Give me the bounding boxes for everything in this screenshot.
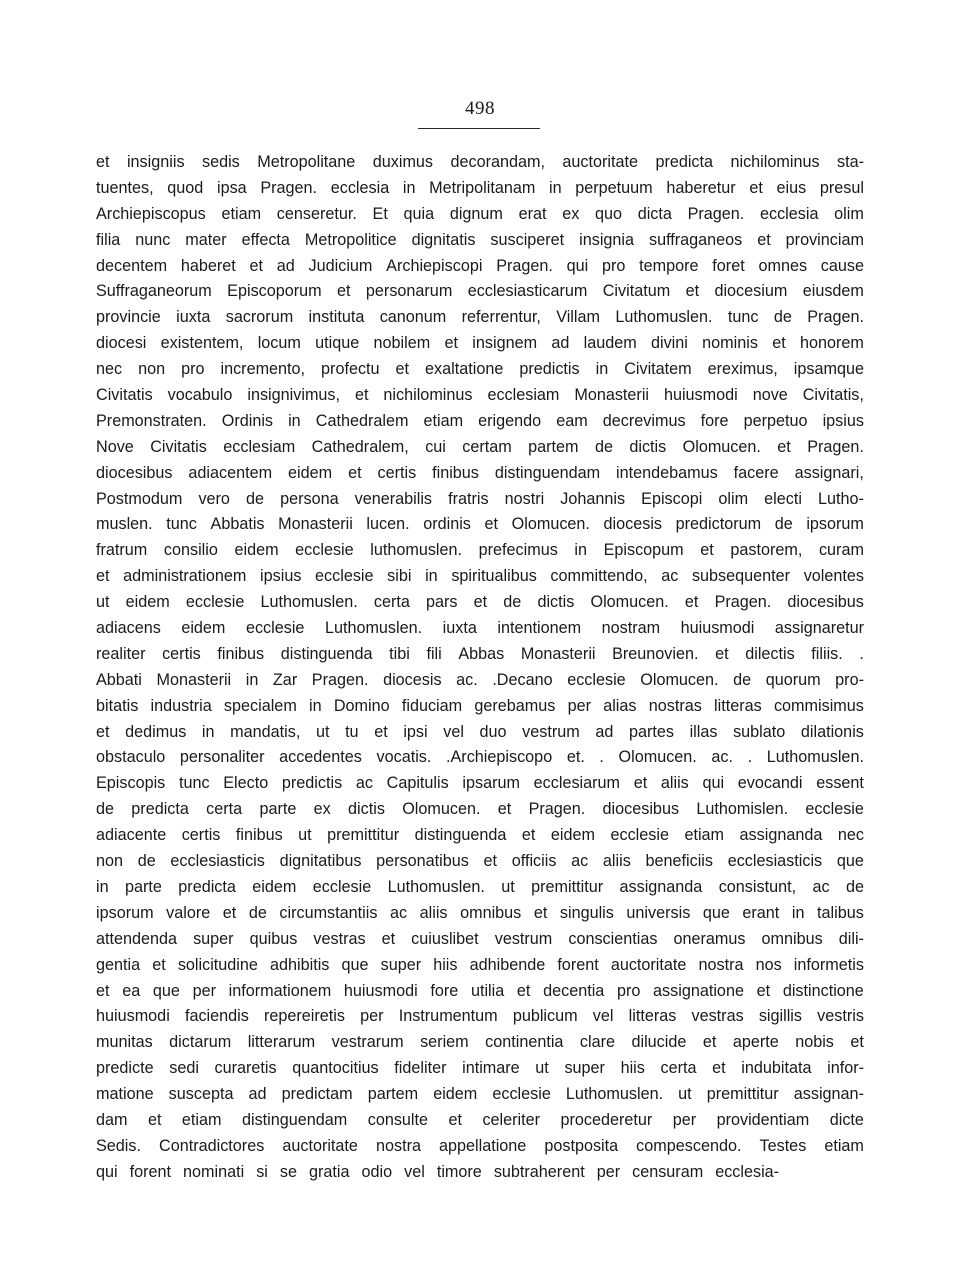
body-text <box>96 150 864 1186</box>
text-line: predicte sedi curaretis quantocitius fideliter intimare ut super hiis certa et indubitata infor- <box>96 1059 864 1078</box>
text-line: qui forent nominati si se gratia odio vel timore subtraherent per censuram ecclesia- <box>96 1162 780 1181</box>
text-line: adiacens eidem ecclesie Luthomuslen. iuxta intentionem nostram huiusmodi assignaretur <box>96 619 864 638</box>
text-line: et ea que per informationem huiusmodi fore utilia et decentia pro assignatione et distinctione <box>96 981 864 1000</box>
text-line: Suffraganeorum Episcoporum et personarum ecclesiasticarum Civitatum et diocesium eiusdem <box>96 282 864 301</box>
text-line: et insigniis sedis Metropolitane duximus decorandam, auctoritate predicta nichilominus sta- <box>96 153 864 171</box>
text-line: Abbati Monasterii in Zar Pragen. diocesis ac. .Decano ecclesie Olomucen. de quorum pro- <box>96 670 864 689</box>
text-line: Sedis. Contradictores auctoritate nostra appellatione postposita compescendo. Testes etiam <box>96 1136 864 1155</box>
text-line: nec non pro incremento, profectu et exaltatione predictis in Civitatem ereximus, ipsamque <box>96 360 864 379</box>
text-line: Premonstraten. Ordinis in Cathedralem etiam erigendo eam decrevimus fore perpetuo ipsius <box>96 411 864 430</box>
text-line: fratrum consilio eidem ecclesie luthomuslen. prefecimus in Episcopum et pastorem, curam <box>96 541 864 560</box>
text-line: et dedimus in mandatis, ut tu et ipsi vel duo vestrum ad partes illas sublato dilationis <box>96 722 864 741</box>
text-line: de predicta certa parte ex dictis Olomucen. et Pragen. diocesibus Luthomislen. ecclesie <box>96 800 864 819</box>
text-line: provincie iuxta sacrorum instituta canonum referrentur, Villam Luthomuslen. tunc de Pragen. <box>96 308 864 327</box>
text-line: diocesibus adiacentem eidem et certis finibus distinguendam intendebamus facere assignari, <box>96 463 864 482</box>
page-number: 498 <box>465 98 495 119</box>
text-line: realiter certis finibus distinguenda tibi fili Abbas Monasterii Breunovien. et dilectis filiis. . <box>96 644 864 663</box>
text-line: Episcopis tunc Electo predictis ac Capitulis ipsarum ecclesiarum et aliis qui evocandi essent <box>96 774 864 793</box>
text-line: muslen. tunc Abbatis Monasterii lucen. ordinis et Olomucen. diocesis predictorum de ipsorum <box>96 515 864 534</box>
header-rule <box>418 128 540 129</box>
text-line: gentia et solicitudine adhibitis que super hiis adhibende forent auctoritate nostra nos informetis <box>96 955 864 974</box>
text-line: in parte predicta eidem ecclesie Luthomuslen. ut premittitur assignanda consistunt, ac de <box>96 877 864 896</box>
text-line: decentem haberet et ad Judicium Archiepiscopi Pragen. qui pro tempore foret omnes cause <box>96 256 864 275</box>
text-line: filia nunc mater effecta Metropolitice dignitatis susciperet insignia suffraganeos et provinciam <box>96 230 864 249</box>
text-line: dam et etiam distinguendam consulte et celeriter procederetur per providentiam dicte <box>96 1110 864 1129</box>
text-line: tuentes, quod ipsa Pragen. ecclesia in Metripolitanam in perpetuum haberetur et eius presul <box>96 178 864 197</box>
text-line: ut eidem ecclesie Luthomuslen. certa pars et de dictis Olomucen. et Pragen. diocesibus <box>96 593 864 612</box>
text-line: obstaculo personaliter accedentes vocatis. .Archiepiscopo et. . Olomucen. ac. . Luthomuslen. <box>96 748 864 767</box>
text-line: matione suscepta ad predictam partem eidem ecclesie Luthomuslen. ut premittitur assignan- <box>96 1085 864 1104</box>
text-line: Archiepiscopus etiam censeretur. Et quia dignum erat ex quo dicta Pragen. ecclesia olim <box>96 204 864 223</box>
text-line: munitas dictarum litterarum vestrarum seriem continentia clare dilucide et aperte nobis et <box>96 1033 864 1052</box>
text-line: Nove Civitatis ecclesiam Cathedralem, cui certam partem de dictis Olomucen. et Pragen. <box>96 437 864 456</box>
text-line: huiusmodi faciendis repereiretis per Instrumentum publicum vel litteras vestras sigillis vestris <box>96 1007 864 1026</box>
text-line: adiacente certis finibus ut premittitur distinguenda et eidem ecclesie etiam assignanda nec <box>96 826 864 845</box>
text-line: non de ecclesiasticis dignitatibus personatibus et officiis ac aliis beneficiis ecclesiasticis que <box>96 852 864 871</box>
text-line: attendenda super quibus vestras et cuiuslibet vestrum conscientias oneramus omnibus dili- <box>96 929 864 948</box>
text-line: Civitatis vocabulo insignivimus, et nichilominus ecclesiam Monasterii huiusmodi nove Civitatis, <box>96 386 864 405</box>
text-line: bitatis industria specialem in Domino fiduciam gerebamus per alias nostras litteras commisimus <box>96 696 864 715</box>
text-line: et administrationem ipsius ecclesie sibi in spiritualibus committendo, ac subsequenter volentes <box>96 567 864 586</box>
text-line: Postmodum vero de persona venerabilis fratris nostri Johannis Episcopi olim electi Lutho- <box>96 489 864 508</box>
text-line: diocesi existentem, locum utique nobilem et insignem ad laudem divini nominis et honorem <box>96 334 864 353</box>
text-line: ipsorum valore et de circumstantiis ac aliis omnibus et singulis universis que erant in talibus <box>96 903 864 922</box>
